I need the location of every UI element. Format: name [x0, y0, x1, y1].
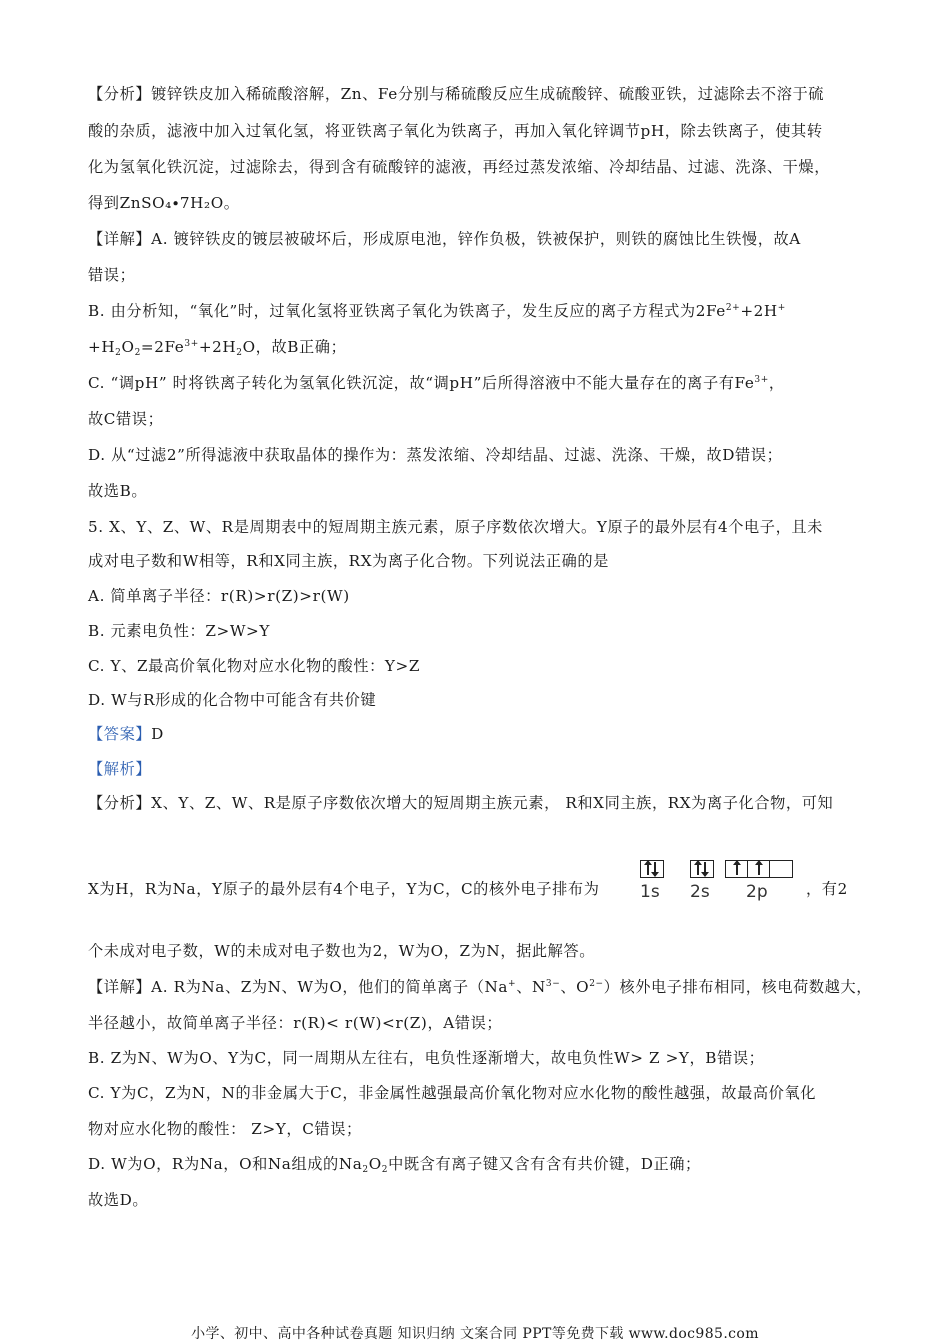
detail-bracket: 【详解】 [88, 230, 152, 248]
prev-analysis-line-1: 【分析】镀锌铁皮加入稀硫酸溶解，Zn、Fe分别与稀硫酸反应生成硫酸锌、硫酸亚铁，过滤除去不溶于硫 [88, 85, 825, 103]
orbital-2p-box [725, 860, 793, 878]
spin-up-arrow-icon [697, 862, 699, 875]
orbital-1s-box [640, 860, 664, 878]
q5-option-d: D. W与R形成的化合物中可能含有共价键 [88, 691, 377, 709]
spin-up-arrow-icon [736, 862, 738, 875]
q5-option-a: A. 简单离子半径：r(R)>r(Z)>r(W) [88, 587, 350, 605]
prev-detail-B-line-1: B. 由分析知，“氧化”时，过氧化氢将亚铁离子氧化为铁离子，发生反应的离子方程式为$2Fe^{2+}+2H^+$ [88, 302, 786, 320]
q5-option-c: C. Y、Z最高价氧化物对应水化物的酸性：Y>Z [88, 657, 421, 675]
prev-detail-C-line-1: C. “调pH” 时将铁离子转化为氢氧化铁沉淀，故“调pH”后所得溶液中不能大量存在的离子有$Fe^{3+}$， [88, 374, 785, 392]
q5-detail-A-line-1: 【详解】A. R为Na、Z为N、W为O，他们的简单离子（Na+、$N^{3-}$、$O^{2-}$）核外电子排布相同，核电荷数越大， [88, 978, 873, 996]
orbital-2s-box [690, 860, 714, 878]
orbital-2p-cell-1 [726, 861, 748, 877]
q5-answer: 【答案】D [88, 725, 164, 743]
q5-conclusion: 故选D。 [88, 1191, 149, 1209]
prev-detail-C-line-2: 故C错误； [88, 410, 164, 428]
orbital-label-2p: 2p [746, 882, 768, 902]
page-footer: 小学、初中、高中各种试卷真题 知识归纳 文案合同 PPT等免费下载 www.doc985.com [191, 1326, 759, 1342]
q5-option-b: B. 元素电负性：Z>W>Y [88, 622, 270, 640]
q5-detail-D: D. W为O，R为Na，O和Na组成的$Na_2O_2$中既含有离子键又含有含有共价键，D正确； [88, 1155, 701, 1175]
prev-detail-A-line-1: 【详解】A. 镀锌铁皮的镀层被破坏后，形成原电池，锌作负极，铁被保护，则铁的腐蚀比生铁慢，故A [88, 230, 801, 248]
answer-bracket: 【答案】 [88, 725, 152, 743]
orbital-2s-cell [691, 861, 713, 877]
spin-up-arrow-icon [758, 862, 760, 875]
orbital-label-2s: 2s [690, 882, 710, 902]
q5-stem-line-1: 5. X、Y、Z、W、R是周期表中的短周期主族元素，原子序数依次增大。Y原子的最外层有4个电子，且未 [88, 518, 823, 536]
q5-analysis-line-3: 个未成对电子数，W的未成对电子数也为2，W为O，Z为N，据此解答。 [88, 942, 596, 960]
prev-analysis-line-4: 得到ZnSO₄∙7H₂O。 [88, 194, 240, 212]
analysis-bracket: 【分析】 [88, 85, 152, 103]
prev-detail-B-line-2: $+H_2O_2=2Fe^{3+}+2H_2O$，故B正确； [88, 338, 347, 358]
prev-analysis-line-3: 化为氢氧化铁沉淀，过滤除去，得到含有硫酸锌的滤液，再经过蒸发浓缩、冷却结晶、过滤、洗涤、干燥， [88, 158, 831, 176]
q5-analysis-line-2b: ，有2 [806, 880, 848, 898]
q5-explain-heading: 【解析】 [88, 760, 152, 778]
prev-detail-D: D. 从“过滤2”所得滤液中获取晶体的操作为：蒸发浓缩、冷却结晶、过滤、洗涤、干燥，故D错误； [88, 446, 783, 464]
q5-detail-A-line-2: 半径越小，故简单离子半径：r(R)< r(W)<r(Z)，A错误； [88, 1014, 503, 1032]
q5-detail-C-line-2: 物对应水化物的酸性： Z>Y，C错误； [88, 1120, 362, 1138]
q5-stem-line-2: 成对电子数和W相等，R和X同主族，RX为离子化合物。下列说法正确的是 [88, 552, 609, 570]
orbital-label-1s: 1s [640, 882, 660, 902]
prev-conclusion: 故选B。 [88, 482, 148, 500]
orbital-2p-cell-3 [770, 861, 792, 877]
q5-analysis-line-2a: X为H，R为Na，Y原子的最外层有4个电子，Y为C，C的核外电子排布为 [88, 880, 600, 898]
prev-analysis-line-2: 酸的杂质，滤液中加入过氧化氢，将亚铁离子氧化为铁离子，再加入氧化锌调节pH，除去铁离子，使其转 [88, 122, 823, 140]
q5-analysis-line-1: 【分析】X、Y、Z、W、R是原子序数依次增大的短周期主族元素， R和X同主族，RX为离子化合物，可知 [88, 794, 834, 812]
orbital-2p-cell-2 [748, 861, 770, 877]
spin-up-arrow-icon [647, 862, 649, 875]
spin-down-arrow-icon [654, 862, 656, 875]
q5-detail-C-line-1: C. Y为C，Z为N，N的非金属大于C，非金属性越强最高价氧化物对应水化物的酸性越强，故最高价氧化 [88, 1084, 817, 1102]
prev-detail-A-line-2: 错误； [88, 266, 136, 284]
orbital-1s-cell [641, 861, 663, 877]
q5-detail-B: B. Z为N、W为O、Y为C，同一周期从左往右，电负性逐渐增大，故电负性W> Z >Y，B错误； [88, 1049, 765, 1067]
spin-down-arrow-icon [704, 862, 706, 875]
